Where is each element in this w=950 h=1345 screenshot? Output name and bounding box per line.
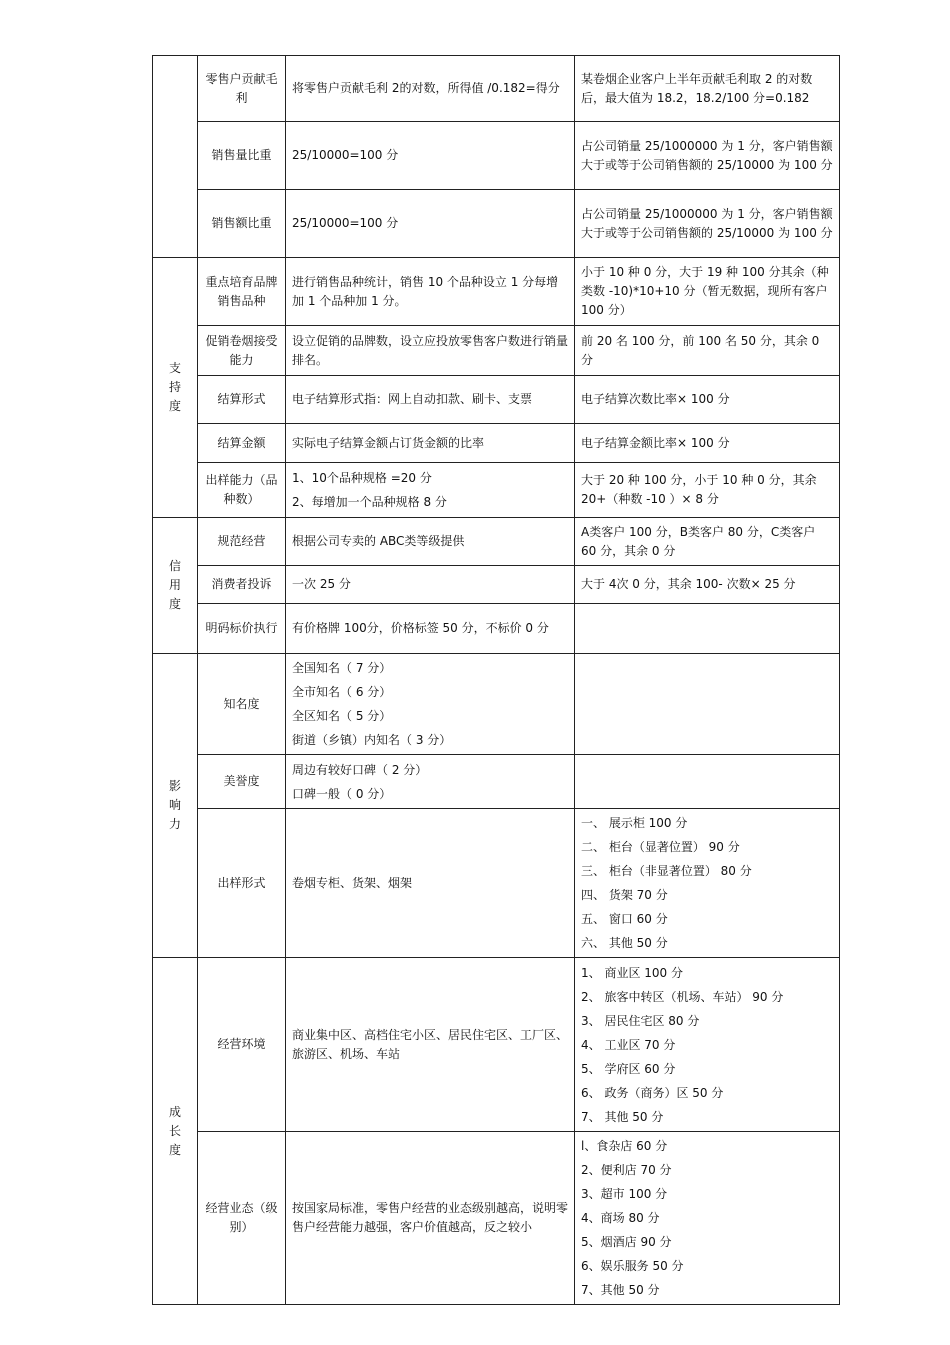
item-description: 根据公司专卖的 ABC类等级提供 (286, 518, 575, 566)
category-cell (153, 518, 198, 654)
item-description: 一次 25 分 (286, 566, 575, 604)
item-description: 按国家局标准，零售户经营的业态级别越高，说明零售户经营能力越强，客户价值越高，反之较小 (286, 1132, 575, 1305)
table-row (153, 56, 840, 122)
item-name: 明码标价执行 (198, 604, 286, 654)
item-scoring: A类客户 100 分，B类客户 80 分，C类客户 60 分，其余 0 分 (575, 518, 840, 566)
item-description: 卷烟专柜、货架、烟架 (286, 809, 575, 958)
item-name: 销售量比重 (198, 122, 286, 190)
table-row (153, 566, 840, 604)
table-row (153, 376, 840, 424)
item-name: 零售户贡献毛利 (198, 56, 286, 122)
category-cell (153, 258, 198, 518)
category-label: 成长度 (168, 1104, 181, 1157)
item-scoring: 小于 10 种 0 分，大于 19 种 100 分其余（种类数 -10)*10+10 分（暂无数据，现所有客户 100 分） (575, 258, 840, 326)
item-scoring: l、食杂店 60 分 2、便利店 70 分 3、超市 100 分 4、商场 80 分 5、烟酒店 90 分 6、娱乐服务 50 分 7、其他 50 分 (575, 1132, 840, 1305)
item-description: 商业集中区、高档住宅小区、居民住宅区、工厂区、旅游区、机场、车站 (286, 958, 575, 1132)
table-row (153, 463, 840, 518)
item-name: 销售额比重 (198, 190, 286, 258)
item-name: 知名度 (198, 654, 286, 755)
item-description: 实际电子结算金额占订货金额的比率 (286, 424, 575, 463)
item-description: 将零售户贡献毛利 2的对数，所得值 /0.182=得分 (286, 56, 575, 122)
category-label: 支持度 (168, 361, 181, 413)
item-description: 25/10000=100 分 (286, 122, 575, 190)
table-row (153, 190, 840, 258)
table-row (153, 654, 840, 755)
item-scoring: 占公司销量 25/1000000 为 1 分，客户销售额大于或等于公司销售额的 25/10000 为 100 分 (575, 122, 840, 190)
table-row (153, 1132, 840, 1305)
table-row (153, 958, 840, 1132)
table-row (153, 424, 840, 463)
item-name: 结算形式 (198, 376, 286, 424)
item-scoring: 前 20 名 100 分，前 100 名 50 分，其余 0 分 (575, 326, 840, 376)
category-cell (153, 654, 198, 958)
item-scoring: 1、 商业区 100 分 2、 旅客中转区（机场、车站） 90 分 3、 居民住宅区 80 分 4、 工业区 70 分 5、 学府区 60 分 6、 政务（商务）区 50 分 7、 其他 50 分 (575, 958, 840, 1132)
evaluation-table (152, 55, 840, 1305)
item-description: 设立促销的品牌数，设立应投放零售客户数进行销量排名。 (286, 326, 575, 376)
item-name: 促销卷烟接受能力 (198, 326, 286, 376)
item-name: 经营业态（级别） (198, 1132, 286, 1305)
item-scoring: 大于 4次 0 分，其余 100- 次数× 25 分 (575, 566, 840, 604)
table-row (153, 122, 840, 190)
table-row (153, 518, 840, 566)
item-scoring (575, 755, 840, 809)
item-description: 有价格牌 100分，价格标签 50 分，不标价 0 分 (286, 604, 575, 654)
item-scoring (575, 654, 840, 755)
item-name: 出样形式 (198, 809, 286, 958)
item-description: 电子结算形式指：网上自动扣款、刷卡、支票 (286, 376, 575, 424)
item-description: 进行销售品种统计，销售 10 个品种设立 1 分每增加 1 个品种加 1 分。 (286, 258, 575, 326)
table-row (153, 604, 840, 654)
item-scoring: 大于 20 种 100 分，小于 10 种 0 分，其余 20+（种数 -10 ）× 8 分 (575, 463, 840, 518)
item-name: 结算金额 (198, 424, 286, 463)
item-scoring: 电子结算金额比率× 100 分 (575, 424, 840, 463)
item-description: 1、10个品种规格 =20 分 2、每增加一个品种规格 8 分 (286, 463, 575, 518)
item-description: 周边有较好口碑（ 2 分） 口碑一般（ 0 分） (286, 755, 575, 809)
table-row (153, 326, 840, 376)
table-row (153, 809, 840, 958)
item-name: 美誉度 (198, 755, 286, 809)
category-label: 影响力 (168, 779, 181, 831)
item-description: 全国知名（ 7 分） 全市知名（ 6 分） 全区知名（ 5 分） 街道（乡镇）内知名（ 3 分） (286, 654, 575, 755)
category-cell (153, 56, 198, 258)
item-name: 规范经营 (198, 518, 286, 566)
item-name: 重点培育品牌销售品种 (198, 258, 286, 326)
item-scoring: 占公司销量 25/1000000 为 1 分，客户销售额大于或等于公司销售额的 25/10000 为 100 分 (575, 190, 840, 258)
category-cell (153, 958, 198, 1305)
item-scoring: 某卷烟企业客户上半年贡献毛利取 2 的对数后，最大值为 18.2，18.2/100 分=0.182 (575, 56, 840, 122)
item-scoring: 一、 展示柜 100 分 二、 柜台（显著位置） 90 分 三、 柜台（非显著位置） 80 分 四、 货架 70 分 五、 窗口 60 分 六、 其他 50 分 (575, 809, 840, 958)
item-name: 经营环境 (198, 958, 286, 1132)
item-name: 消费者投诉 (198, 566, 286, 604)
category-label: 信用度 (168, 559, 181, 611)
item-description: 25/10000=100 分 (286, 190, 575, 258)
item-scoring: 电子结算次数比率× 100 分 (575, 376, 840, 424)
item-name: 出样能力（品种数） (198, 463, 286, 518)
item-scoring (575, 604, 840, 654)
table-row (153, 755, 840, 809)
table-row (153, 258, 840, 326)
